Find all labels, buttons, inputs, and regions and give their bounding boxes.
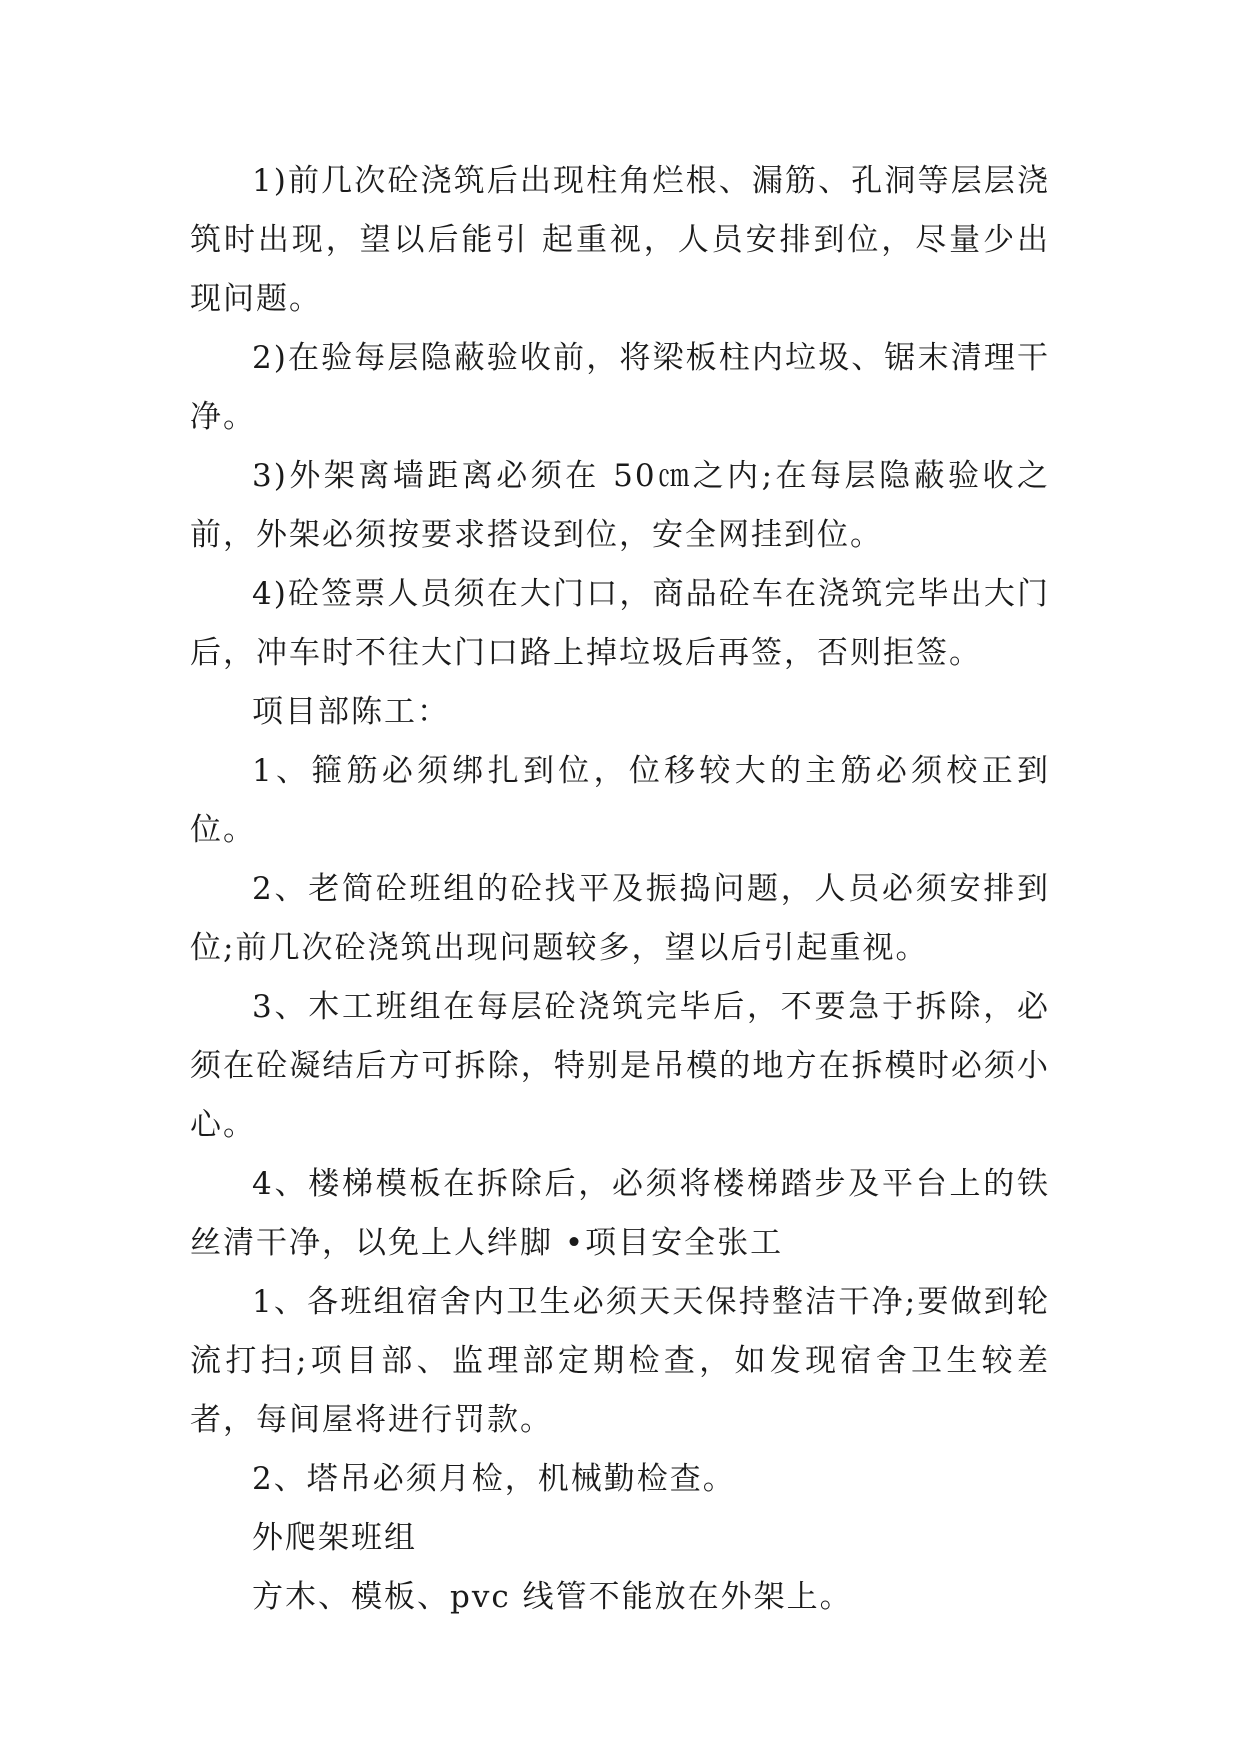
paragraph-concrete-ticket: 4)砼签票人员须在大门口，商品砼车在浇筑完毕出大门后，冲车时不往大门口路上掉垃圾后再签，否则拒签。 bbox=[190, 576, 1050, 671]
paragraph-formwork-removal: 3、木工班组在每层砼浇筑完毕后，不要急于拆除，必须在砼凝结后方可拆除，特别是吊模的地方在拆模时必须小心。 bbox=[190, 989, 1050, 1143]
paragraph-scaffold-distance: 3)外架离墙距离必须在 50㎝之内;在每层隐蔽验收之前，外架必须按要求搭设到位，安全网挂到位。 bbox=[190, 458, 1050, 553]
paragraph-dormitory-hygiene: 1、各班组宿舍内卫生必须天天保持整洁干净;要做到轮流打扫;项目部、监理部定期检查，如发现宿舍卫生较差者，每间屋将进行罚款。 bbox=[190, 1284, 1050, 1438]
paragraph-concrete-team: 2、老简砼班组的砼找平及振捣问题，人员必须安排到位;前几次砼浇筑出现问题较多，望以后引起重视。 bbox=[190, 871, 1050, 966]
paragraph-inspection-cleanup: 2)在验每层隐蔽验收前，将梁板柱内垃圾、锯末清理干净。 bbox=[190, 340, 1050, 435]
paragraph-stirrups: 1、箍筋必须绑扎到位，位移较大的主筋必须校正到位。 bbox=[190, 753, 1050, 848]
paragraph-concrete-defects: 1)前几次砼浇筑后出现柱角烂根、漏筋、孔洞等层层浇筑时出现，望以后能引 起重视，人员安排到位，尽量少出现问题。 bbox=[190, 163, 1050, 317]
paragraph-tower-crane: 2、塔吊必须月检，机械勤检查。 bbox=[252, 1461, 736, 1497]
section-heading-chen: 项目部陈工： bbox=[252, 694, 450, 730]
paragraph-scaffold-materials: 方木、模板、pvc 线管不能放在外架上。 bbox=[252, 1579, 853, 1615]
paragraph-stair-formwork: 4、楼梯模板在拆除后，必须将楼梯踏步及平台上的铁丝清干净，以免上人绊脚 •项目安全张工 bbox=[190, 1166, 1050, 1261]
document-body bbox=[190, 152, 1050, 1627]
section-heading-climbing-scaffold: 外爬架班组 bbox=[252, 1520, 417, 1556]
